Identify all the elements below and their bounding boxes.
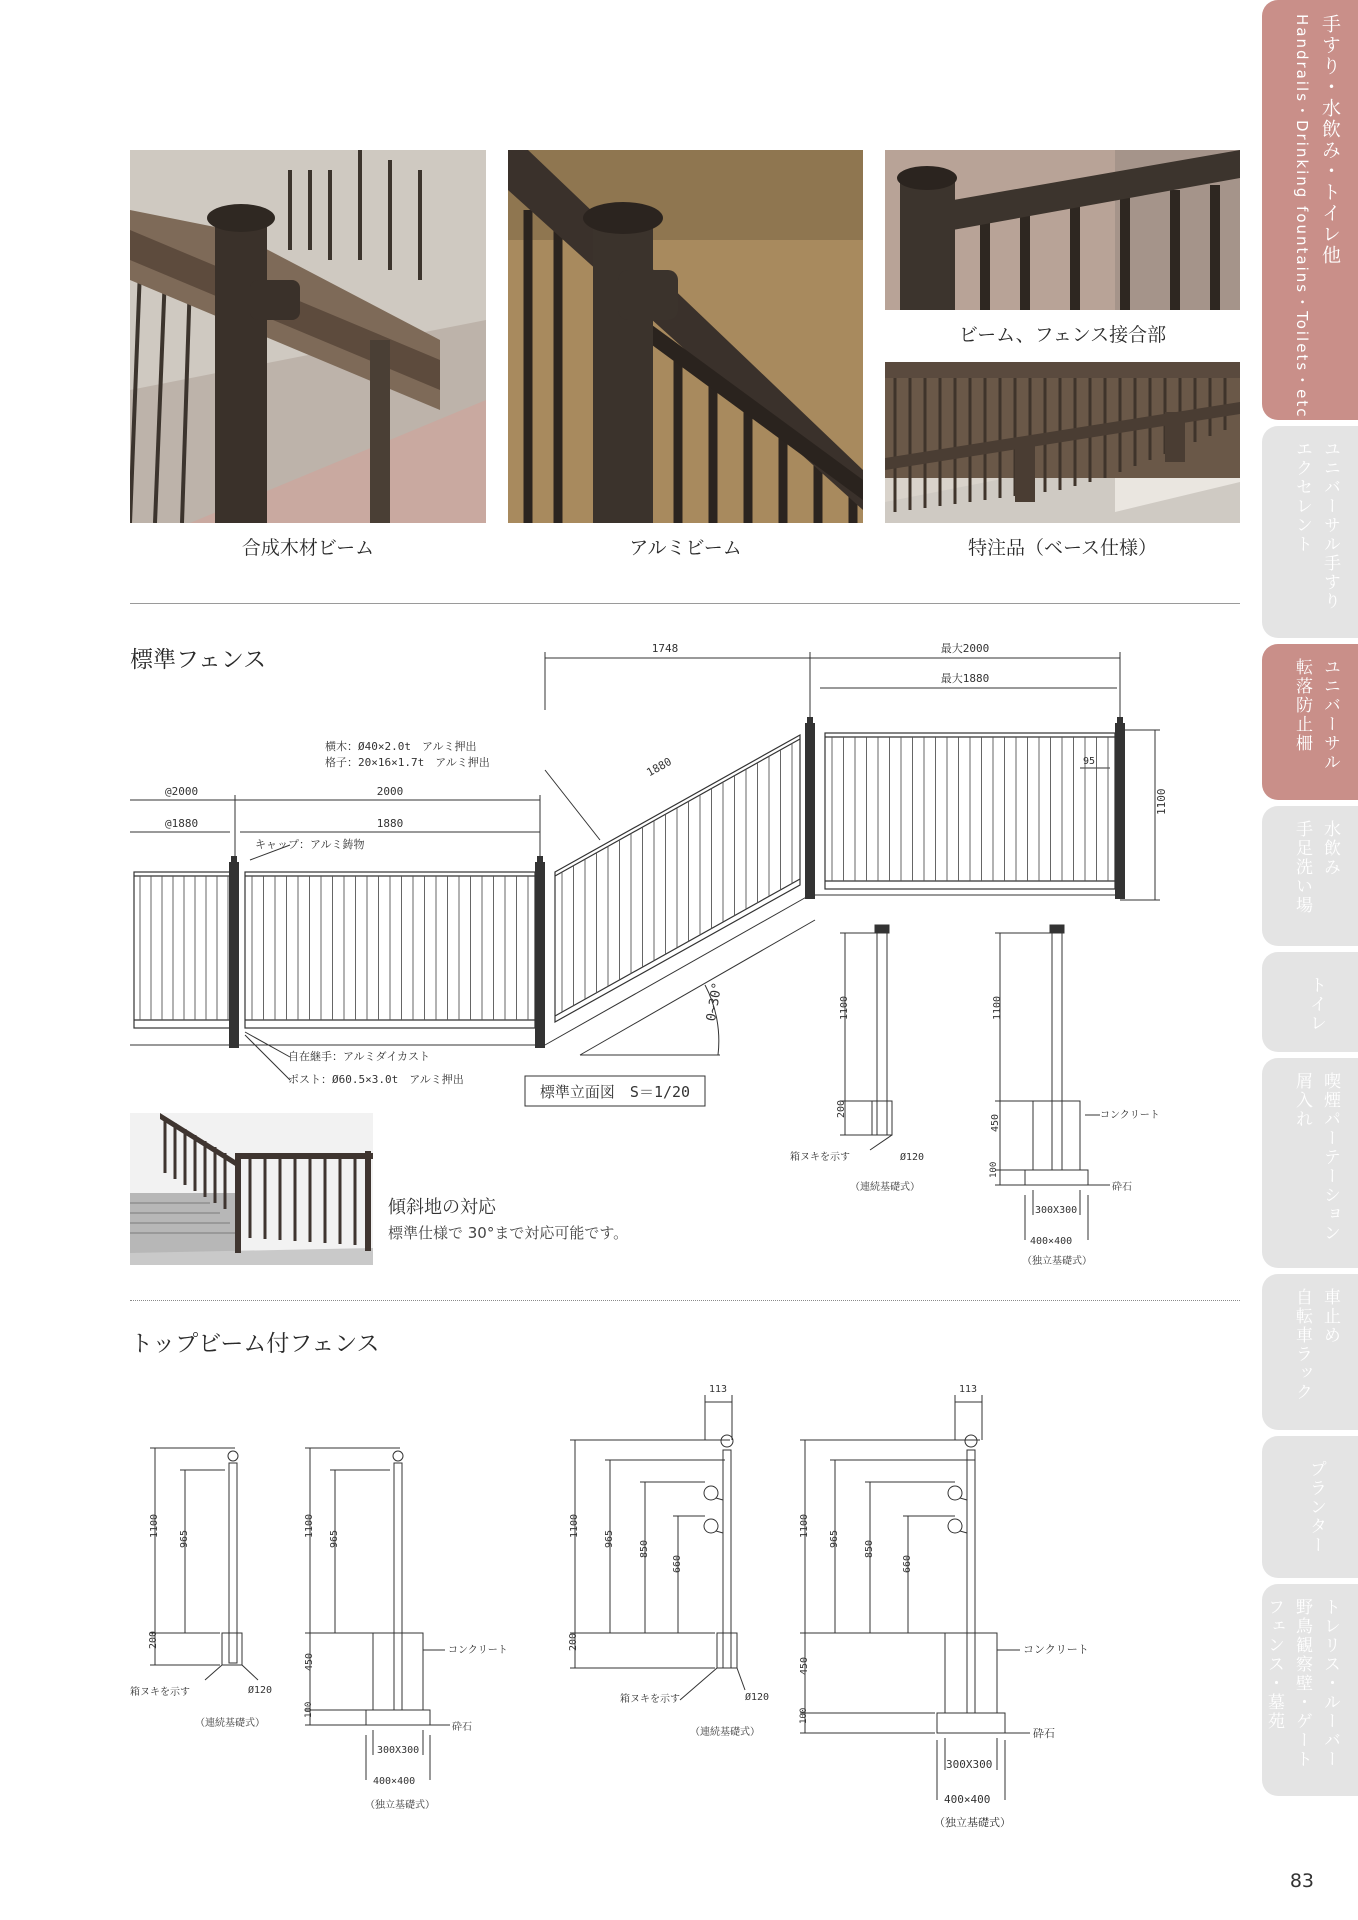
fa-note: 箱ヌキを示す [790,1152,850,1163]
d2-caption: （独立基礎式） [365,1800,435,1811]
fb-100: 100 [989,1161,999,1178]
d2-gravel: 砕石 [452,1722,472,1733]
d3-note: 箱ヌキを示す [620,1694,680,1705]
dim-95: 95 [1083,756,1096,767]
d2-100: 100 [304,1701,314,1718]
dim-2000: 2000 [376,785,404,798]
tab-trellis[interactable] [1262,1584,1358,1796]
d3-113: 113 [708,1384,728,1395]
spec-lattice: 格子：20×16×1.7t アルミ押出 [325,756,490,769]
spec-beam: 横木：Ø40×2.0t アルミ押出 [325,740,477,753]
fb-300: 300X300 [1035,1205,1078,1216]
d3-dia: Ø120 [745,1692,770,1703]
tab-fall-prevention-fence[interactable] [1262,644,1358,800]
d4-850: 850 [864,1539,875,1558]
tab-drinking-sublabel: 手足洗い場 [1292,820,1312,915]
d4-450: 450 [799,1656,810,1675]
tab-smoking-partition[interactable] [1262,1058,1358,1268]
d2-1100: 1100 [304,1513,315,1538]
d4-660: 660 [902,1554,913,1573]
tab-fall-prevention-sublabel: 転落防止柵 [1292,658,1312,753]
d1-dia: Ø120 [248,1685,273,1696]
dim-1880: 1880 [376,817,404,830]
d1-note: 箱ヌキを示す [130,1687,190,1698]
fb-400: 400×400 [1030,1236,1073,1247]
photo-caption-synthetic-wood: 合成木材ビーム [241,537,375,559]
d4-caption: （独立基礎式） [934,1816,1011,1829]
fa-1100: 1100 [839,995,850,1020]
dim-max2000: 最大2000 [940,642,990,655]
tab-universal-handrail[interactable] [1262,426,1358,638]
section-title-standard-fence: 標準フェンス [130,647,267,673]
slope-note-title: 傾斜地の対応 [388,1197,496,1218]
fb-caption: （独立基礎式） [1022,1256,1092,1267]
d4-100: 100 [799,1707,809,1724]
photo-caption-aluminum: アルミビーム [629,537,742,559]
tab-bollard[interactable] [1262,1274,1358,1430]
d4-400: 400×400 [944,1793,991,1806]
d4-1100: 1100 [799,1513,810,1538]
tab-smoking-label: 喫煙パーテーション [1320,1072,1340,1243]
dim-1100: 1100 [1155,788,1168,815]
tab-drinking-fountain[interactable] [1262,806,1358,946]
fa-200: 200 [836,1099,847,1118]
photo-caption-joint: ビーム、フェンス接合部 [958,324,1167,346]
d2-300: 300X300 [377,1745,420,1756]
tab-handrails[interactable] [1262,0,1358,420]
tab-universal-handrail-sublabel: エクセレント [1292,440,1312,554]
d1-200: 200 [148,1630,159,1649]
tab-fall-prevention-label: ユニバーサル [1320,658,1340,772]
cap-spec: キャップ：アルミ鋳物 [255,838,365,851]
scale-label: 標準立面図 S＝1/20 [539,1083,691,1101]
d1-caption: （連続基礎式） [195,1718,265,1729]
fa-caption: （連続基礎式） [850,1182,920,1193]
tab-drinking-label: 水飲み [1320,820,1340,877]
d3-1100: 1100 [569,1513,580,1538]
dim-slope-1880: 1880 [644,755,674,780]
d3-850: 850 [639,1539,650,1558]
dim-1748: 1748 [651,642,679,655]
page-number: 83 [1289,1870,1314,1892]
fa-dia: Ø120 [900,1152,925,1163]
d4-gravel: 砕石 [1033,1727,1055,1740]
fb-concrete: コンクリート [1100,1110,1160,1121]
tab-toilet-label: トイレ [1306,976,1326,1033]
d3-caption: （連続基礎式） [690,1727,760,1738]
section-title-top-beam-fence: トップビーム付フェンス [130,1331,380,1357]
dim-max1880: 最大1880 [940,672,990,685]
tab-smoking-sublabel: 屑入れ [1292,1072,1312,1129]
dim-at1880: @1880 [165,817,199,830]
joint-spec: 自在継手：アルミダイカスト [288,1050,431,1063]
tab-bollard-label: 車止め [1320,1288,1340,1345]
d3-965: 965 [604,1529,615,1548]
tab-toilet[interactable] [1262,952,1358,1052]
tab-trellis-sublabel2: フェンス・墓苑 [1264,1598,1284,1731]
d3-200: 200 [568,1632,579,1651]
slope-note-body: 標準仕様で 30°まで対応可能です。 [388,1224,629,1242]
fb-1100: 1100 [992,995,1003,1020]
tab-universal-handrail-label: ユニバーサル手すり [1320,440,1340,611]
tab-handrails-sublabel: Handrails・Drinking fountains・Toilets・etc [1293,14,1311,419]
d4-300: 300X300 [946,1758,993,1771]
tab-handrails-label: 手すり・水飲み・トイレ他 [1319,14,1341,266]
d2-965: 965 [329,1529,340,1548]
d1-965: 965 [179,1529,190,1548]
fb-gravel: 砕石 [1112,1182,1132,1193]
d4-965: 965 [829,1529,840,1548]
angle-0-30: 0~30° [704,981,726,1023]
d2-400: 400×400 [373,1776,416,1787]
dim-at2000: @2000 [165,785,199,798]
d4-113: 113 [958,1384,978,1395]
tab-planter[interactable] [1262,1436,1358,1578]
d2-concrete: コンクリート [448,1645,508,1656]
d1-1100: 1100 [149,1513,160,1538]
fb-450: 450 [990,1113,1001,1132]
d2-450: 450 [304,1652,315,1671]
tab-bollard-sublabel: 自転車ラック [1292,1288,1312,1402]
post-spec: ポスト：Ø60.5×3.0t アルミ押出 [288,1073,464,1086]
d3-660: 660 [672,1554,683,1573]
tab-planter-label: プランター [1306,1460,1326,1555]
tab-trellis-label: トレリス・ルーバー [1320,1598,1340,1769]
tab-trellis-sublabel: 野鳥観察壁・ゲート [1292,1598,1312,1769]
d4-concrete: コンクリート [1023,1643,1089,1656]
photo-caption-custom-base: 特注品（ベース仕様） [967,537,1158,559]
